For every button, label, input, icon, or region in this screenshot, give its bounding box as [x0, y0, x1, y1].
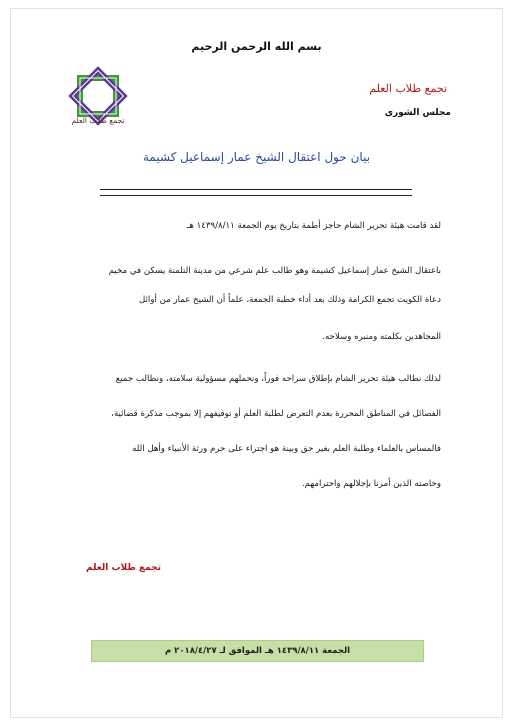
statement-line: الفصائل في المناطق المحررة بعدم التعرض لطلبة العلم أو توقيفهم إلا بموجب مذكرة قضائية، — [111, 409, 441, 419]
statement-title: بيان حول اعتقال الشيخ عمار إسماعيل كشيمة — [142, 150, 371, 164]
organization-logo — [62, 64, 134, 136]
statement-line: لذلك نطالب هيئة تحرير الشام بإطلاق سراحه فوراً، ونحملهم مسؤولية سلامته، ونطالب جميع — [115, 374, 441, 384]
statement-line: فالمساس بالعلماء وطلبة العلم بغير حق وبينة هو اجتراء على حرم ورثة الأنبياء وأهل الله — [132, 444, 441, 454]
organization-name: تجمع طلاب العلم — [369, 82, 447, 95]
statement-line: باعتقال الشيخ عمار إسماعيل كشيمة وهو طالب علم شرعي من مدينة التلمنة يسكن في مخيم — [108, 266, 441, 276]
logo-caption: تجمع طلاب العلم — [71, 116, 125, 125]
statement-line: وخاصته الذين أمرنا بإجلالهم واحترامهم. — [301, 479, 441, 489]
statement-line: لقد قامت هيئة تحرير الشام حاجز أطمة بتاريخ يوم الجمعة ١٤٣٩/٨/١١ هـ — [186, 221, 441, 231]
date-footer — [91, 640, 424, 662]
council-name: مجلس الشورى — [384, 108, 451, 118]
statement-line: دعاة الكويت تجمع الكرامة وذلك بعد أداء خطبة الجمعة، علماً أن الشيخ عمار من أوائل — [139, 295, 441, 305]
footer-date: الجمعة ١٤٣٩/٨/١١ هـ الموافق لـ ٢٠١٨/٤/٢٧ م — [164, 646, 351, 656]
divider-line — [100, 195, 412, 196]
basmala: بسم الله الرحمن الرحيم — [191, 40, 322, 53]
statement-line: المجاهدين بكلمته ومنبره وسلاحه. — [322, 332, 441, 342]
divider-line — [100, 189, 412, 190]
signature: تجمع طلاب العلم — [86, 563, 161, 573]
